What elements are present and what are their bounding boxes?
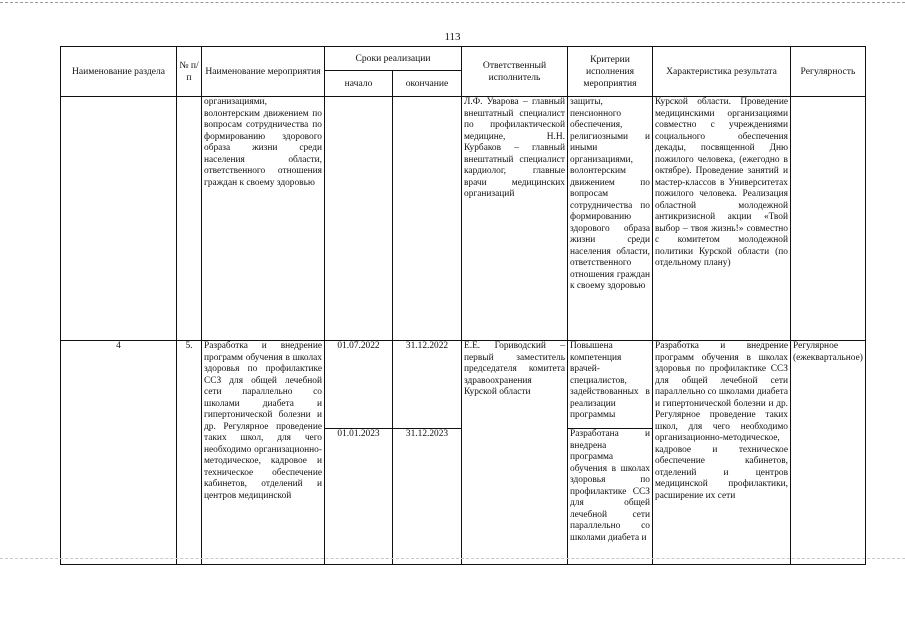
cell-end: 31.12.2022: [393, 341, 462, 429]
cell-section: 4: [61, 341, 177, 565]
header-criteria: Критерии исполнения мероприятия: [568, 47, 653, 97]
cell-criteria: Разработана и внедрена программа обучения в школах здоровья по профилактике ССЗ для общей лечебной сети параллельно со школами диабета и: [568, 429, 653, 565]
cell-result: Курской области. Проведение медицинскими организациями совместно с учреждениями социального обеспечения декады, посвященной Дню пожилого человека, (ежегодно в октябре). Проведение занятий и мастер-классов в Университетах пожилого человека. Реализация областной молодежной антикризисной акции «Твой выбор – твоя жизнь!» совместно с комитетом молодежной политики Курской области (по отдельному плану): [653, 97, 791, 341]
header-responsible: Ответственный исполнитель: [462, 47, 568, 97]
header-number: № п/п: [177, 47, 202, 97]
cell-number: 5.: [177, 341, 202, 565]
scan-top-edge: [0, 2, 905, 3]
cell-result: Разработка и внедрение программ обучения в школах здоровья по профилактике ССЗ для общей лечебной сети параллельно со школами диабета и гипертонической болезни и др. Регулярное проведение таких школ, для чего необходимо организационно-методическое, кадровое и техническое обеспечение кабинетов, отделений и центров медицинской профилактики, расширение их сети: [653, 341, 791, 565]
header-end: окончание: [393, 71, 462, 97]
header-dates: Сроки реализации: [325, 47, 462, 71]
scan-bottom-edge: [0, 558, 905, 559]
page-number: 113: [444, 31, 461, 43]
cell-end: [393, 97, 462, 341]
cell-responsible: Е.Е. Гориводский – первый заместитель председателя комитета здравоохранения Курской области: [462, 341, 568, 565]
cell-number: [177, 97, 202, 341]
table-row: [61, 97, 866, 341]
cell-start: [325, 97, 393, 341]
cell-section: [61, 97, 177, 341]
cell-criteria: защиты, пенсионного обеспечения, религиозными и иными организациями, волонтерским движением по вопросам сотрудничества по формированию здорового образа жизни среди населения области, ответственного отношения граждан к своему здоровью: [568, 97, 653, 341]
header-regularity: Регулярность: [791, 47, 866, 97]
cell-end: 31.12.2023: [393, 429, 462, 565]
header-section-name: Наименование раздела: [61, 47, 177, 97]
cell-start: 01.07.2022: [325, 341, 393, 429]
header-start: начало: [325, 71, 393, 97]
table-row: [61, 341, 866, 429]
header-event-name: Наименование мероприятия: [202, 47, 325, 97]
cell-responsible: Л.Ф. Уварова – главный внештатный специалист по профилактической медицине, Н.Н. Курбаков – главный внештатный специалист кардиолог, главные врачи медицинских организаций: [462, 97, 568, 341]
cell-regularity: [791, 97, 866, 341]
header-result: Характеристика результата: [653, 47, 791, 97]
cell-criteria: Повышена компетенция врачей-специалистов, задействованных в реализации программы: [568, 341, 653, 429]
plan-table: [60, 46, 866, 565]
cell-event: Разработка и внедрение программ обучения в школах здоровья по профилактике ССЗ для общей лечебной сети параллельно со школами диабета и гипертонической болезни и др. Регулярное проведение таких школ, для чего необходимо организационно-методическое, кадровое и техническое обеспечение кабинетов, отделений и центров медицинской: [202, 341, 325, 565]
cell-event: организациями, волонтерским движением по вопросам сотрудничества по формированию здорового образа жизни среди населения области, ответственного отношения граждан к своему здоровью: [202, 97, 325, 341]
cell-regularity: Регулярное (ежеквартальное): [791, 341, 866, 565]
cell-start: 01.01.2023: [325, 429, 393, 565]
